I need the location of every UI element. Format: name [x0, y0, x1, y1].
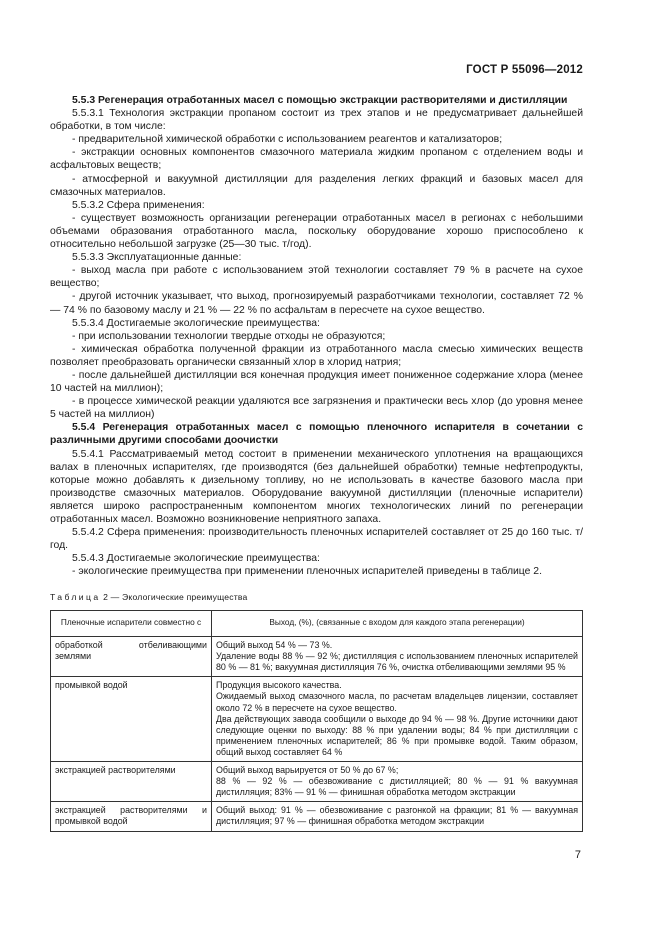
cell-line: 88 % — 92 % — обезвоживание с дистилляцией; 80 % — 91 % вакуумная дистилляция; 83% — 91 % — финишная обработка методом экстракции — [216, 776, 578, 798]
table-cell-method: экстракцией растворителями и промывкой водой — [51, 802, 212, 831]
table-row — [51, 637, 583, 677]
list-item: - экстракции основных компонентов смазочного материала жидким пропаном с отделением воды и асфальтовых веществ; — [50, 147, 583, 172]
table-cell-yield — [212, 762, 583, 802]
table-header-cell: Пленочные испарители совместно с — [51, 611, 212, 637]
paragraph: 5.5.3.1 Технология экстракции пропаном состоит из трех этапов и не предусматривает дальнейшей обработки, в том числе: — [50, 108, 583, 133]
table-cell-yield — [212, 802, 583, 831]
table-row — [51, 762, 583, 802]
list-item: - предварительной химической обработки с использованием реагентов и катализаторов; — [72, 134, 503, 146]
cell-line: Общий выход варьируется от 50 % до 67 %; — [216, 765, 399, 776]
section-heading: 5.5.4 Регенерация отработанных масел с помощью пленочного испарителя в сочетании с различными другими способами доочистки — [50, 422, 583, 447]
table-caption-text: 2 — Экологические преимущества — [100, 592, 248, 602]
benefits-table — [50, 610, 583, 832]
paragraph: 5.5.3.4 Достигаемые экологические преимущества: — [72, 317, 320, 329]
table-row — [51, 677, 583, 762]
cell-line: Ожидаемый выход смазочного масла, по расчетам владельцев лицензии, составляет около 72 % в пересчете на сухое вещество. — [216, 691, 578, 713]
table-caption-label: Таблица — [50, 592, 101, 602]
paragraph: 5.5.3.3 Эксплуатационные данные: — [72, 252, 242, 264]
table-cell-method: экстракцией растворителями — [51, 762, 212, 802]
cell-line: Удаление воды 88 % — 92 %; дистилляция с использованием пленочных испарителей 80 % — 81 %; вакуумная дистилляция 76 %, очистка отбеливающими землями 95 % — [216, 651, 578, 673]
body-text — [50, 94, 583, 578]
list-item: - при использовании технологии твердые отходы не образуются; — [72, 330, 386, 342]
list-item: - другой источник указывает, что выход, прогнозируемый разработчиками технологии, составляет 72 % — 74 % по базовому маслу и 21 % — 22 % по асфальтам в пересчете на сухое вещество. — [50, 291, 583, 316]
table-caption — [50, 592, 583, 602]
page-number: 7 — [574, 849, 581, 861]
section-heading: 5.5.3 Регенерация отработанных масел с помощью экстракции растворителями и дистилляции — [72, 95, 568, 106]
cell-line: Общий выход 54 % — 73 %. — [216, 640, 333, 651]
paragraph: 5.5.4.2 Сфера применения: производительность пленочных испарителей составляет от 25 до 160 тыс. т/год. — [50, 527, 583, 552]
list-item: - выход масла при работе с использованием этой технологии составляет 79 % в расчете на сухое вещество; — [50, 265, 583, 290]
list-item: - атмосферной и вакуумной дистилляции для разделения легких фракций и базовых масел для смазочных материалов. — [50, 173, 583, 198]
document-header: ГОСТ Р 55096—2012 — [466, 64, 583, 76]
list-item: - существует возможность организации регенерации отработанных масел в регионах с небольшими объемами образования отработанного масла, поскольку оборудование хорошо приспособлено к относительно небольшой загрузке (25—30 тыс. т/год). — [50, 212, 583, 251]
table-cell-yield — [212, 637, 583, 677]
cell-line: Два действующих завода сообщили о выходе до 94 % — 98 %. Другие источники дают следующие оценки по выходу: 88 % при удалении воды; 84 % при дистилляции с применением пленочных испарителей; 86 % при промывке водой. Таким образом, общий выход составляет 64 % — [216, 713, 578, 757]
table-cell-method: промывкой водой — [51, 677, 212, 762]
table-header-row — [51, 611, 583, 637]
paragraph: 5.5.3.2 Сфера применения: — [72, 199, 205, 211]
table-cell-yield — [212, 677, 583, 762]
list-item: - химическая обработка полученной фракции из отработанного масла смесью химических веществ позволяет преобразовать органически связанный хлор в хлорид натрия; — [50, 343, 583, 368]
table-header-cell: Выход, (%), (связанные с входом для каждого этапа регенерации) — [212, 611, 583, 637]
cell-line: Общий выход: 91 % — обезвоживание с разгонкой на фракции; 81 % — вакуумная дистилляция; 97 % — финишная обработка методом экстракции — [216, 805, 578, 827]
paragraph: 5.5.4.3 Достигаемые экологические преимущества: — [72, 553, 320, 565]
list-item: - экологические преимущества при применении пленочных испарителей приведены в таблице 2. — [72, 566, 542, 578]
cell-line: Продукция высокого качества. — [216, 680, 342, 691]
table-cell-method: обработкой отбеливающими землями — [51, 637, 212, 677]
table-row — [51, 802, 583, 831]
list-item: - после дальнейшей дистилляции вся конечная продукция имеет пониженное содержание хлора (менее 10 частей на миллион); — [50, 369, 583, 395]
paragraph: 5.5.4.1 Рассматриваемый метод состоит в применении механического уплотнения на вращающихся валах в пленочных испарителях, где производятся (без дальнейшей обработки) темные нефтепродукты, которые можно добавлять к дизельному топливу, но не использовать в качестве базового масла при производстве смазочных материалов. Оборудование вакуумной дистилляции (пленочные испарители) является широко распространенным компонентом многих технологических линий по регенерации отработанных масел. Возможно возникновение неприятного запаха. — [50, 448, 583, 525]
list-item: - в процессе химической реакции удаляются все загрязнения и практически весь хлор (до уровня менее 5 частей на миллион) — [50, 396, 583, 421]
